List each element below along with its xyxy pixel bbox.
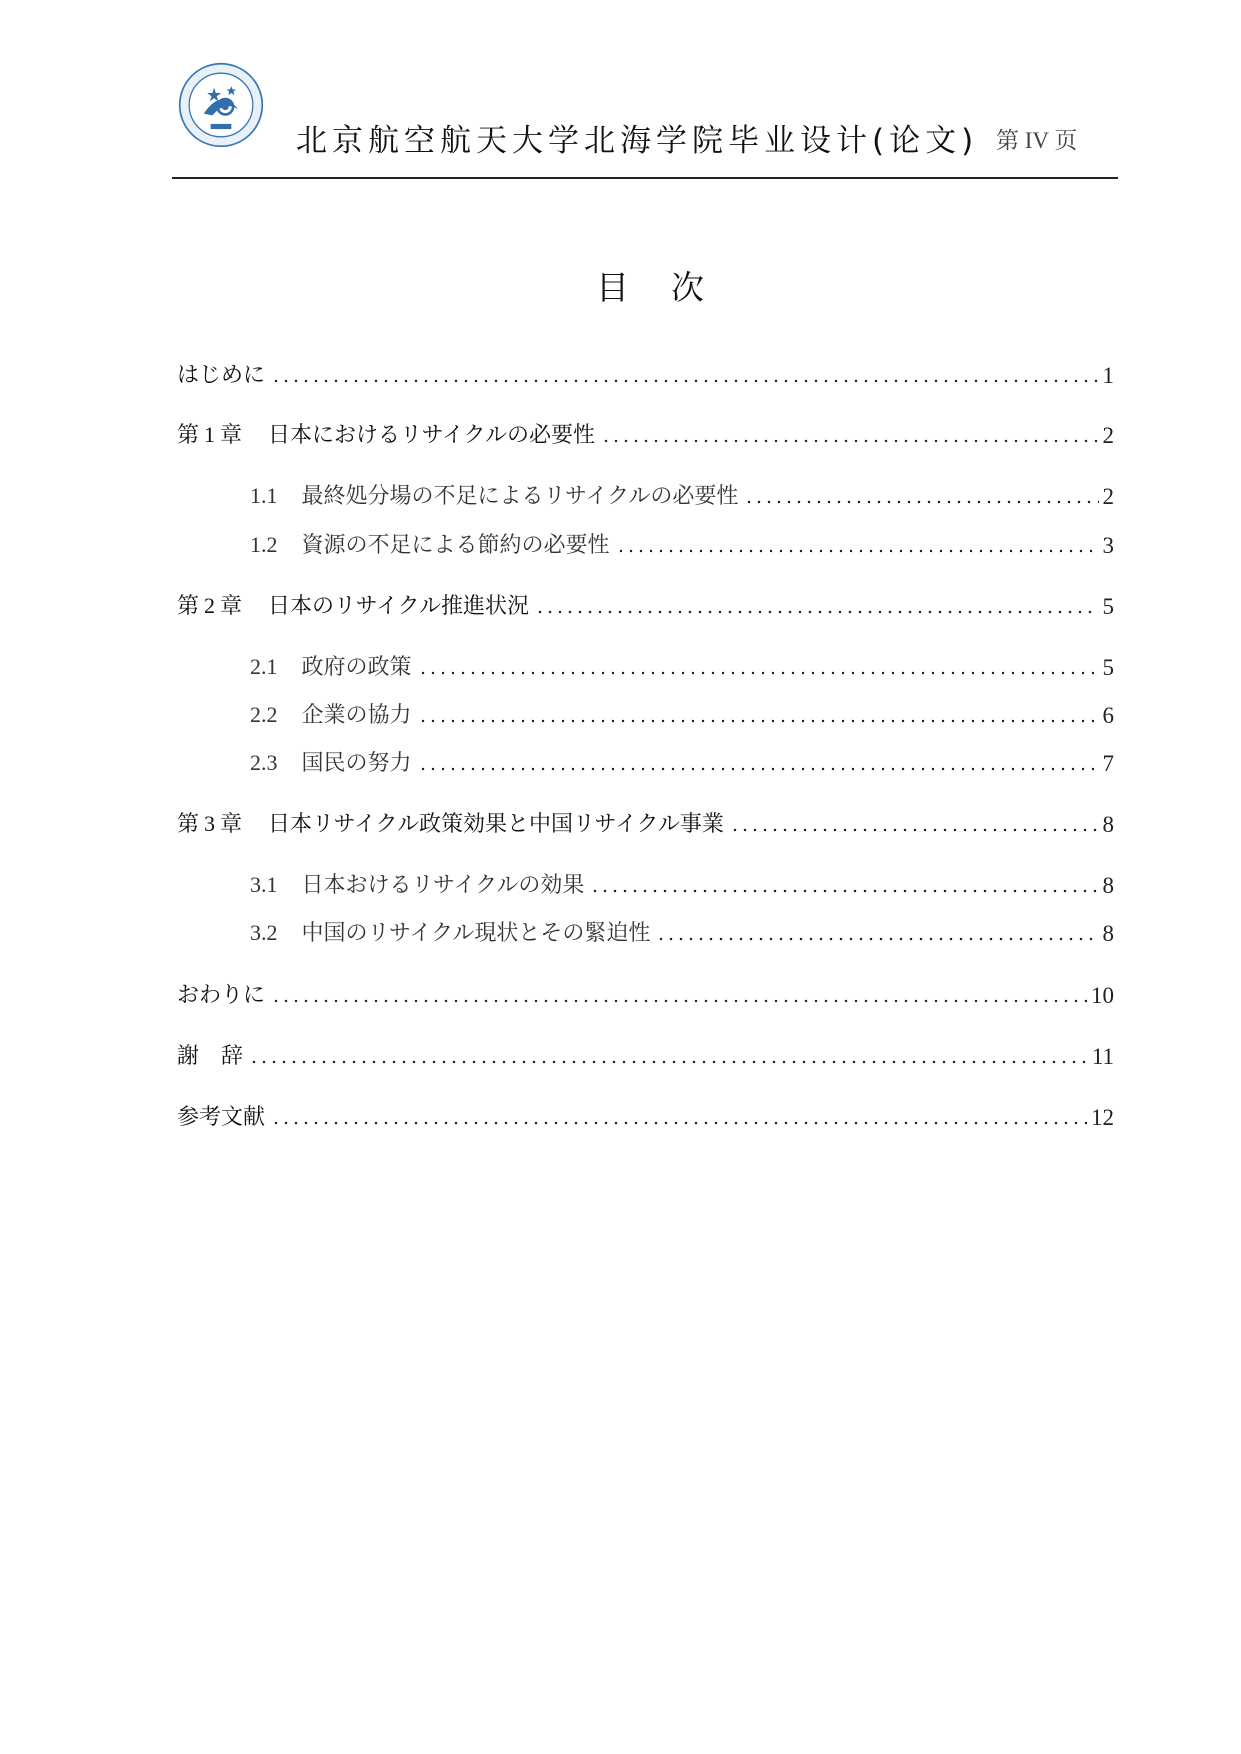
toc-entry-label (250, 746, 412, 777)
toc-title-char-1: 目 (596, 268, 629, 307)
dot-leader (590, 889, 1098, 893)
toc-entry-text: 日本おけるリサイクルの効果 (301, 873, 585, 898)
toc-entry-label (250, 650, 412, 681)
dot-leader (744, 500, 1098, 504)
toc-subentry[interactable] (250, 695, 1114, 729)
chapter-suffix: 章 (220, 423, 243, 448)
toc-entry-page: 10 (1091, 983, 1114, 1008)
toc-entry[interactable] (177, 1036, 1114, 1070)
toc-subentry[interactable] (250, 865, 1114, 899)
chapter-prefix: 第 (177, 812, 200, 837)
dot-leader (271, 999, 1087, 1003)
toc-entry-page: 12 (1091, 1105, 1114, 1130)
toc-entry-text: 政府の政策 (301, 655, 412, 680)
toc-subentry[interactable] (250, 525, 1114, 559)
toc-entry-label (250, 916, 650, 947)
section-number: 2.3 (250, 750, 278, 775)
toc-entry-text: 日本におけるリサイクルの必要性 (268, 423, 595, 448)
chapter-number: 1 (204, 422, 216, 447)
section-number: 3.1 (250, 872, 278, 897)
dot-leader (616, 549, 1099, 553)
toc-entry[interactable] (177, 975, 1114, 1009)
toc-entry-text: 国民の努力 (301, 751, 412, 776)
dot-leader (249, 1060, 1088, 1064)
toc-entry-page: 8 (1102, 921, 1114, 946)
toc-entry-label (250, 698, 412, 729)
toc-entry-label (177, 978, 265, 1009)
school-logo (178, 62, 264, 148)
toc-entry-text: はじめに (177, 363, 266, 388)
toc-entry-label (177, 1039, 243, 1070)
toc-entry-page: 8 (1102, 873, 1114, 898)
section-number: 1.2 (250, 532, 278, 557)
toc-entry-page: 5 (1102, 594, 1114, 619)
toc-entry-label (177, 1100, 265, 1131)
toc-entry-label (250, 868, 584, 899)
toc-entry-label (177, 589, 529, 620)
toc-entry-page: 1 (1102, 363, 1114, 388)
section-number: 1.1 (250, 483, 278, 508)
toc-entry-page: 7 (1102, 751, 1114, 776)
chapter-number: 3 (204, 811, 216, 836)
toc-title (596, 262, 704, 309)
dot-leader (271, 379, 1098, 383)
toc-entry-label (177, 807, 724, 838)
toc-entry-text: 資源の不足による節約の必要性 (301, 533, 610, 558)
toc-entry-page: 11 (1091, 1044, 1114, 1069)
dot-leader (656, 937, 1098, 941)
toc-subentry[interactable] (250, 476, 1114, 510)
section-number: 2.2 (250, 702, 278, 727)
toc-entry-label (177, 358, 265, 389)
toc-entry-page: 2 (1102, 423, 1114, 448)
toc-entry-text: 最終処分場の不足によるリサイクルの必要性 (301, 484, 739, 509)
section-number: 3.2 (250, 920, 278, 945)
chapter-suffix: 章 (220, 594, 243, 619)
toc-entry-text: 参考文献 (177, 1105, 266, 1130)
dot-leader (535, 610, 1099, 614)
toc-entry-text: 企業の協力 (301, 703, 412, 728)
toc-entry-page: 5 (1102, 655, 1114, 680)
toc-title-char-2: 次 (671, 268, 704, 307)
dot-leader (418, 767, 1099, 771)
toc-entry-text: 中国のリサイクル現状とその緊迫性 (301, 921, 651, 946)
dot-leader (418, 719, 1099, 723)
toc-entry[interactable] (177, 804, 1114, 838)
toc-subentry[interactable] (250, 743, 1114, 777)
page-number-label: 第 IV 页 (996, 128, 1078, 153)
thesis-header-title: 北京航空航天大学北海学院毕业设计(论文) (296, 123, 979, 159)
toc-entry-text: 謝 辞 (177, 1044, 244, 1069)
section-number: 2.1 (250, 654, 278, 679)
toc-entry[interactable] (177, 415, 1114, 449)
toc-entry-label (250, 528, 610, 559)
toc-entry-page: 6 (1102, 703, 1114, 728)
toc-entry-label (177, 418, 595, 449)
toc-entry-page: 3 (1102, 533, 1114, 558)
toc-entry-page: 8 (1102, 812, 1114, 837)
chapter-number: 2 (204, 593, 216, 618)
dot-leader (730, 828, 1099, 832)
toc-entry-label (250, 479, 738, 510)
toc-entry-page: 2 (1102, 484, 1114, 509)
dot-leader (271, 1121, 1087, 1125)
dot-leader (601, 439, 1099, 443)
toc-entry[interactable] (177, 586, 1114, 620)
toc-entry-text: 日本のリサイクル推進状況 (268, 594, 529, 619)
toc-subentry[interactable] (250, 647, 1114, 681)
toc-entry-text: おわりに (177, 983, 266, 1008)
dot-leader (418, 671, 1099, 675)
toc-subentry[interactable] (250, 913, 1114, 947)
toc-entry[interactable] (177, 1097, 1114, 1131)
chapter-prefix: 第 (177, 594, 200, 619)
chapter-suffix: 章 (220, 812, 243, 837)
toc-entry[interactable] (177, 355, 1114, 389)
chapter-prefix: 第 (177, 423, 200, 448)
toc-entry-text: 日本リサイクル政策効果と中国リサイクル事業 (268, 812, 724, 837)
header-divider (172, 177, 1118, 179)
